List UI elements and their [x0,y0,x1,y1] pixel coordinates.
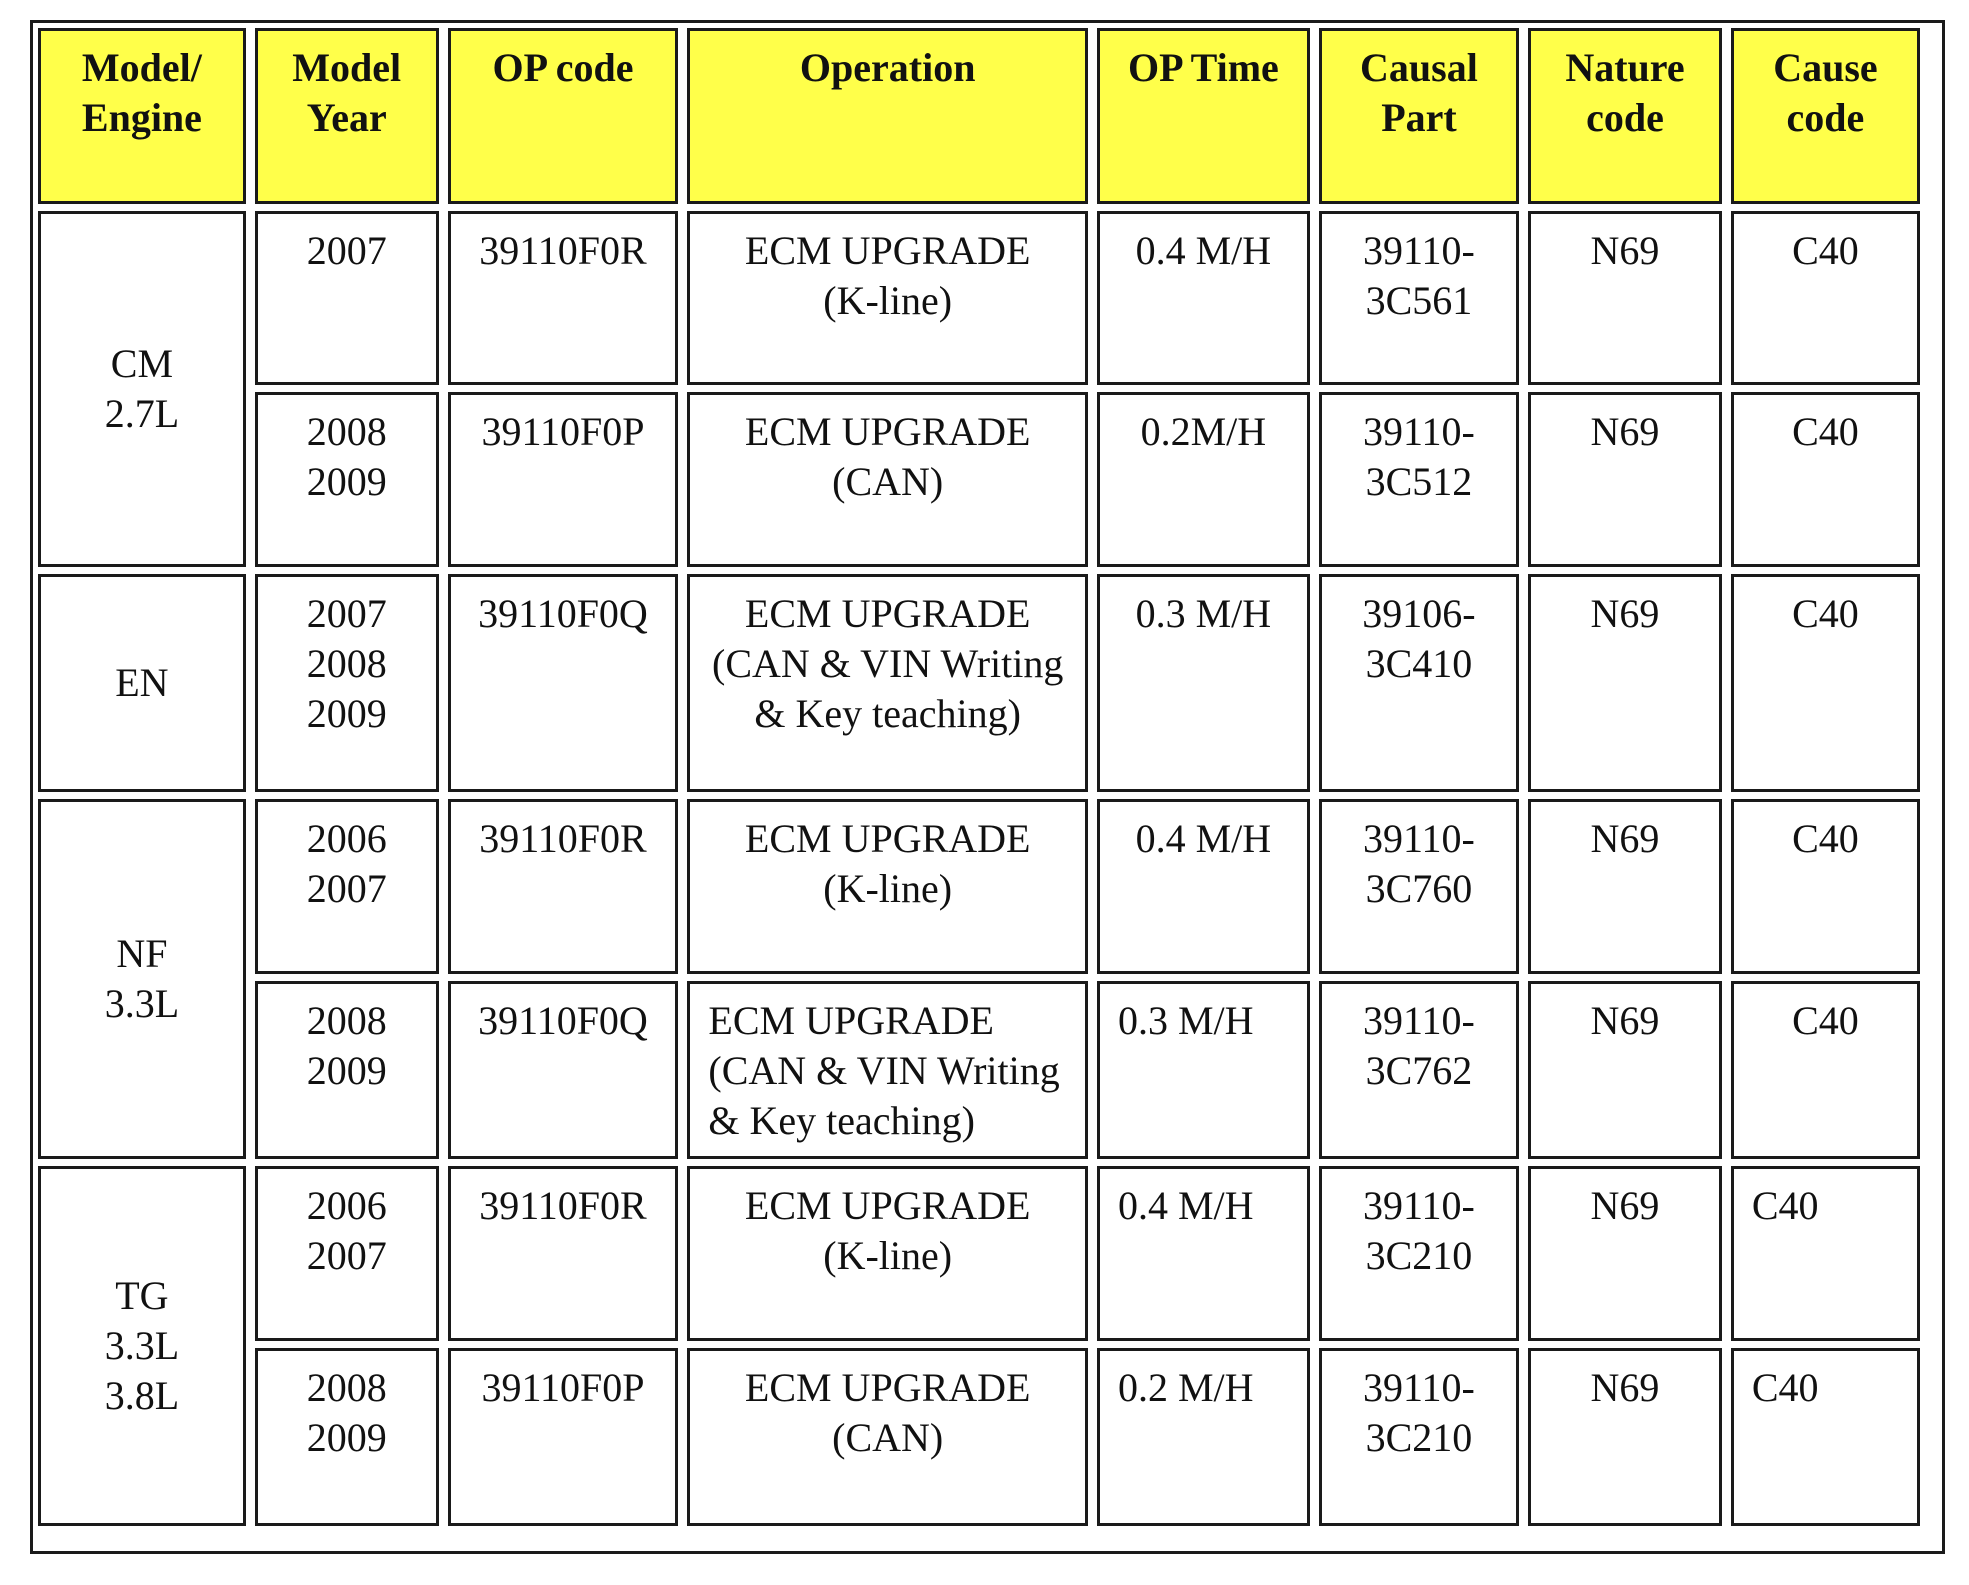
header-model-year: Model Year [255,28,439,204]
operation-cell: ECM UPGRADE (K-line) [687,1166,1088,1341]
nature-code-cell: N69 [1528,799,1722,974]
operation-cell: ECM UPGRADE (CAN) [687,392,1088,567]
nature-code-cell: N69 [1528,981,1722,1159]
operation-cell: ECM UPGRADE (CAN & VIN Writing & Key teaching) [687,981,1088,1159]
causal-part-cell: 39110- 3C762 [1319,981,1519,1159]
table-row [38,574,1920,792]
operation-cell: ECM UPGRADE (K-line) [687,799,1088,974]
cause-code-cell: C40 [1731,799,1920,974]
op-code-cell: 39110F0R [448,799,679,974]
header-op-time: OP Time [1097,28,1310,204]
table-row [38,1166,1920,1341]
table-row [38,981,1920,1159]
nature-code-cell: N69 [1528,1166,1722,1341]
operation-cell: ECM UPGRADE (K-line) [687,211,1088,385]
cause-code-cell: C40 [1731,1166,1920,1341]
op-time-cell: 0.4 M/H [1097,211,1310,385]
nature-code-cell: N69 [1528,211,1722,385]
nature-code-cell: N69 [1528,1348,1722,1526]
op-code-cell: 39110F0P [448,392,679,567]
op-time-cell: 0.2 M/H [1097,1348,1310,1526]
nature-code-cell: N69 [1528,574,1722,792]
model-year-cell: 2006 2007 [255,1166,439,1341]
header-cause-code: Cause code [1731,28,1920,204]
op-code-cell: 39110F0R [448,211,679,385]
causal-part-cell: 39110- 3C210 [1319,1348,1519,1526]
model-year-cell: 2006 2007 [255,799,439,974]
model-year-cell: 2008 2009 [255,1348,439,1526]
header-causal-part: Causal Part [1319,28,1519,204]
table-row [38,1348,1920,1526]
op-code-cell: 39110F0Q [448,574,679,792]
model-engine-cell: NF 3.3L [38,799,246,1159]
model-engine-cell: TG 3.3L 3.8L [38,1166,246,1526]
op-time-cell: 0.3 M/H [1097,981,1310,1159]
table-row [38,392,1920,567]
causal-part-cell: 39110- 3C760 [1319,799,1519,974]
ecm-upgrade-table [29,21,1929,1533]
header-op-code: OP code [448,28,679,204]
op-code-cell: 39110F0P [448,1348,679,1526]
cause-code-cell: C40 [1731,574,1920,792]
header-operation: Operation [687,28,1088,204]
operation-cell: ECM UPGRADE (CAN) [687,1348,1088,1526]
op-code-cell: 39110F0Q [448,981,679,1159]
header-row [38,28,1920,204]
cause-code-cell: C40 [1731,211,1920,385]
cause-code-cell: C40 [1731,981,1920,1159]
cause-code-cell: C40 [1731,1348,1920,1526]
header-nature-code: Nature code [1528,28,1722,204]
causal-part-cell: 39110- 3C561 [1319,211,1519,385]
op-code-cell: 39110F0R [448,1166,679,1341]
model-engine-cell: CM 2.7L [38,211,246,567]
nature-code-cell: N69 [1528,392,1722,567]
table-row [38,211,1920,385]
model-year-cell: 2008 2009 [255,981,439,1159]
model-year-cell: 2007 2008 2009 [255,574,439,792]
operation-cell: ECM UPGRADE (CAN & VIN Writing & Key teaching) [687,574,1088,792]
causal-part-cell: 39106- 3C410 [1319,574,1519,792]
op-time-cell: 0.2M/H [1097,392,1310,567]
model-engine-cell: EN [38,574,246,792]
op-time-cell: 0.4 M/H [1097,1166,1310,1341]
causal-part-cell: 39110- 3C512 [1319,392,1519,567]
op-time-cell: 0.4 M/H [1097,799,1310,974]
op-time-cell: 0.3 M/H [1097,574,1310,792]
table-row [38,799,1920,974]
model-year-cell: 2008 2009 [255,392,439,567]
model-year-cell: 2007 [255,211,439,385]
header-model-engine: Model/ Engine [38,28,246,204]
causal-part-cell: 39110- 3C210 [1319,1166,1519,1341]
cause-code-cell: C40 [1731,392,1920,567]
